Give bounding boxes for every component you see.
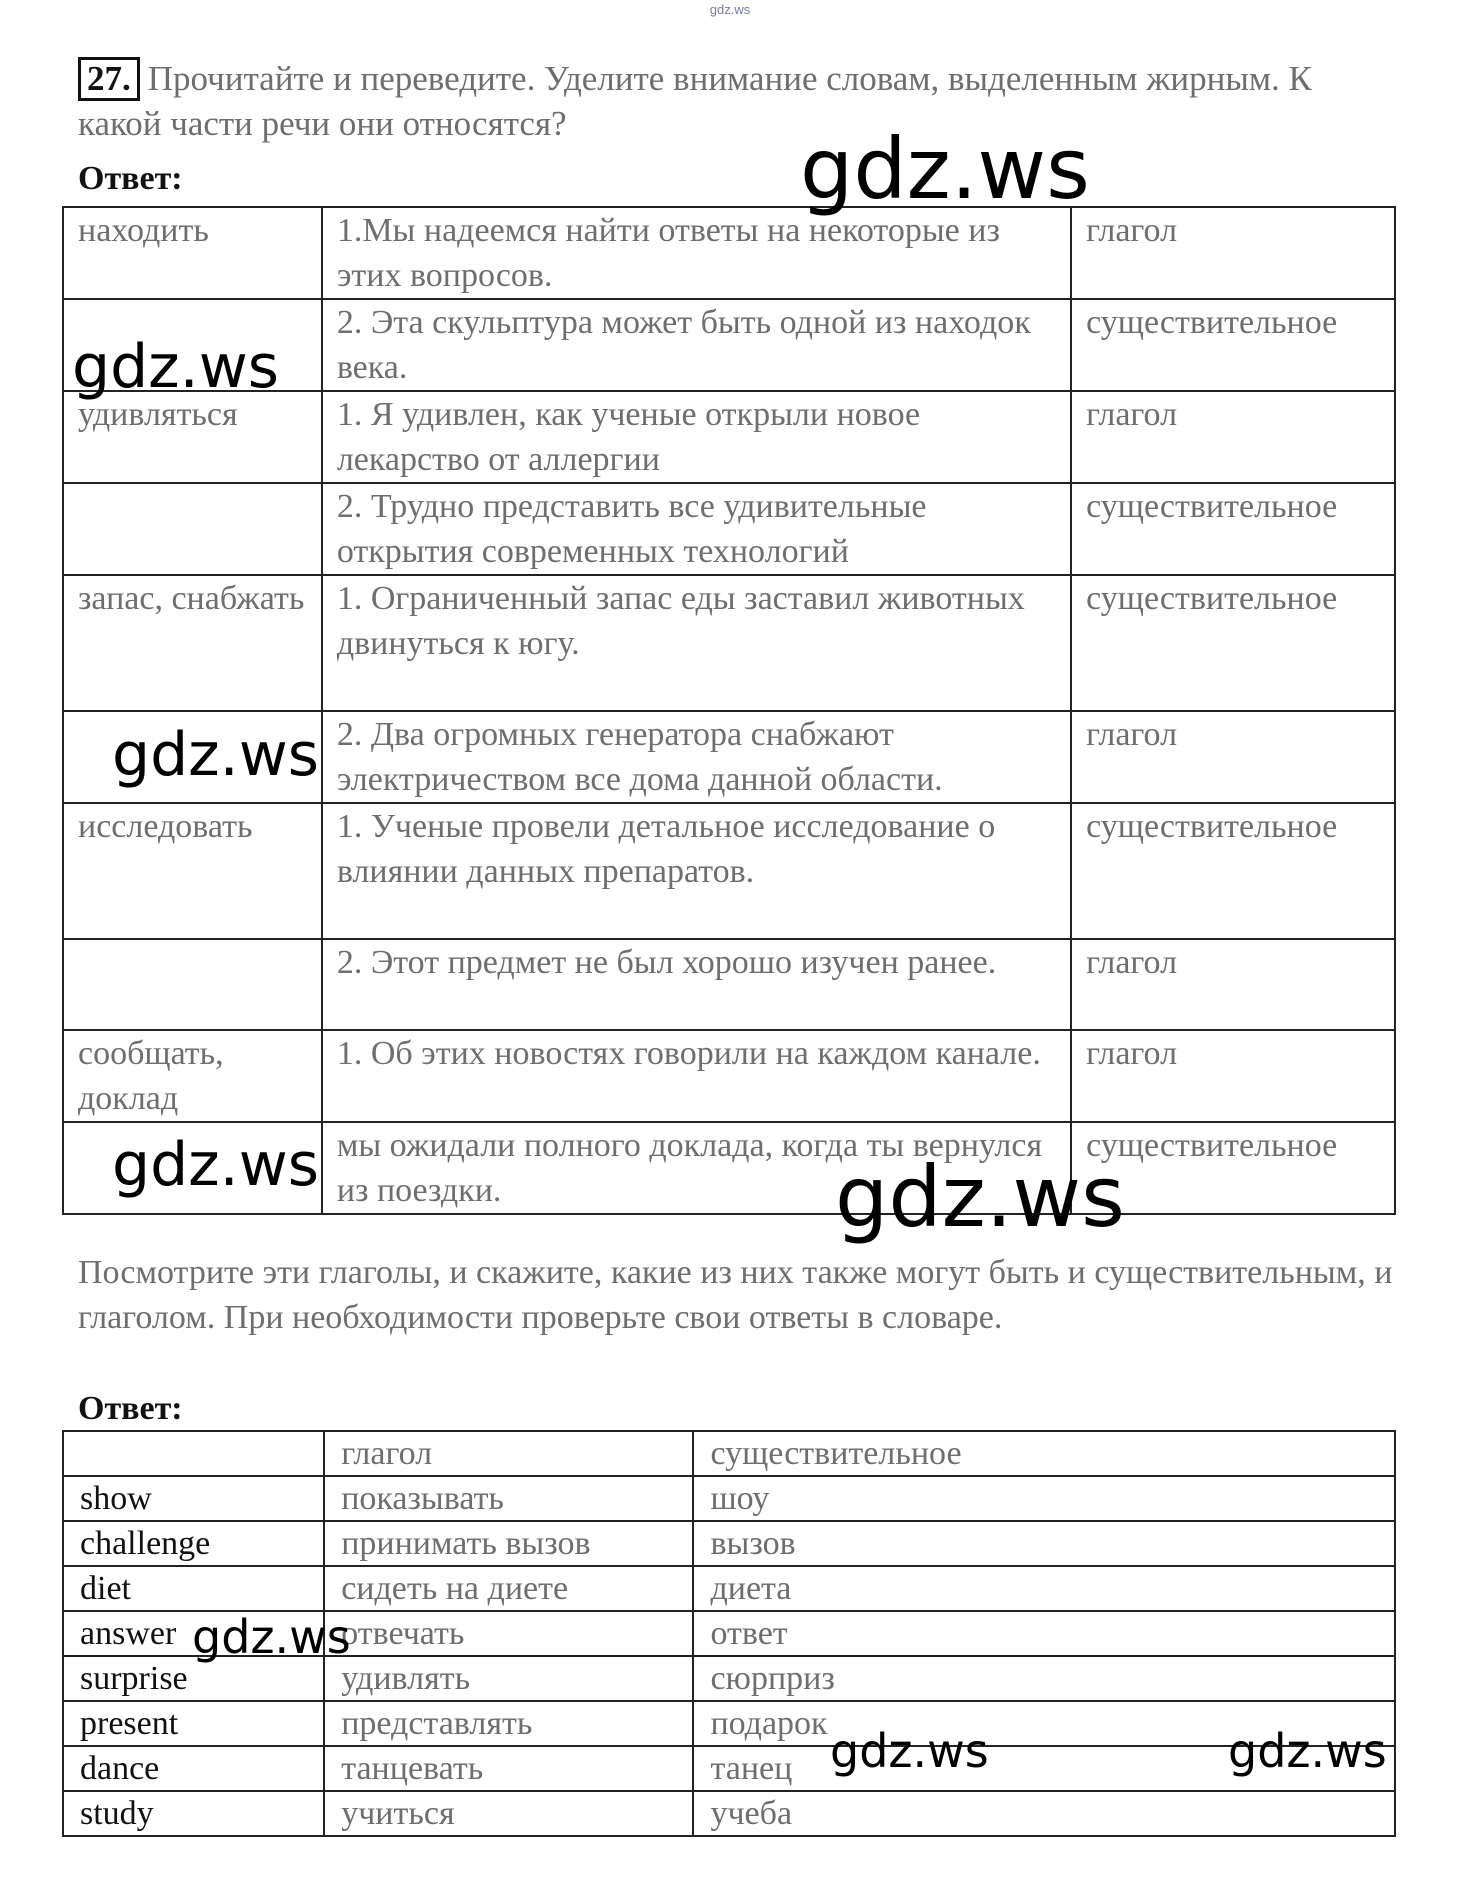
noun-cell: танец — [693, 1746, 1395, 1791]
sentence-cell: 2. Два огромных генератора снабжают электричеством все дома данной области. — [322, 711, 1071, 803]
sentence-cell: мы ожидали полного доклада, когда ты вернулся из поездки. — [322, 1122, 1071, 1214]
site-mark: gdz.ws — [709, 2, 751, 17]
table-row — [63, 1030, 1395, 1122]
answer-label: Ответ: — [78, 160, 183, 197]
word-cell — [63, 483, 322, 575]
table-row — [63, 1791, 1395, 1836]
table-row — [63, 939, 1395, 1030]
verb-cell: принимать вызов — [324, 1521, 693, 1566]
table-row — [63, 207, 1395, 299]
watermark: gdz.ws — [72, 332, 280, 402]
watermark: gdz.ws — [112, 720, 320, 790]
verb-cell: представлять — [324, 1701, 693, 1746]
english-word-cell: show — [63, 1476, 324, 1521]
watermark: gdz.ws — [192, 1610, 351, 1664]
watermark: gdz.ws — [112, 1130, 320, 1200]
english-word-cell: diet — [63, 1566, 324, 1611]
english-word-cell: answer — [63, 1611, 324, 1656]
header-cell — [63, 1431, 324, 1476]
sentence-cell: 2. Трудно представить все удивительные открытия современных технологий — [322, 483, 1071, 575]
verb-cell: сидеть на диете — [324, 1566, 693, 1611]
word-cell: сообщать, доклад — [63, 1030, 322, 1122]
header-cell: существительное — [693, 1431, 1395, 1476]
part-of-speech-cell: существительное — [1071, 299, 1395, 391]
noun-cell: диета — [693, 1566, 1395, 1611]
sentence-cell: 1.Мы надеемся найти ответы на некоторые из этих вопросов. — [322, 207, 1071, 299]
sentence-cell: 2. Этот предмет не был хорошо изучен ранее. — [322, 939, 1071, 1030]
watermark: gdz.ws — [1228, 1724, 1387, 1778]
noun-cell: учеба — [693, 1791, 1395, 1836]
english-word-cell: surprise — [63, 1656, 324, 1701]
noun-cell: сюрприз — [693, 1656, 1395, 1701]
verb-cell: танцевать — [324, 1746, 693, 1791]
table-row — [63, 1566, 1395, 1611]
part-of-speech-cell: существительное — [1071, 1122, 1395, 1214]
part-of-speech-cell: существительное — [1071, 803, 1395, 939]
table-row — [63, 1521, 1395, 1566]
table-row — [63, 1746, 1395, 1791]
verb-cell: показывать — [324, 1476, 693, 1521]
sentence-cell: 1. Об этих новостях говорили на каждом канале. — [322, 1030, 1071, 1122]
table-row — [63, 575, 1395, 711]
part-of-speech-cell: глагол — [1071, 207, 1395, 299]
sentence-cell: 1. Ограниченный запас еды заставил животных двинуться к югу. — [322, 575, 1071, 711]
verb-cell: отвечать — [324, 1611, 693, 1656]
english-word-cell: challenge — [63, 1521, 324, 1566]
english-word-cell: study — [63, 1791, 324, 1836]
table-header-row — [63, 1431, 1395, 1476]
part-of-speech-cell: существительное — [1071, 483, 1395, 575]
table-row — [63, 1701, 1395, 1746]
watermark: gdz.ws — [800, 120, 1090, 218]
sentence-cell: 1. Я удивлен, как ученые открыли новое лекарство от аллергии — [322, 391, 1071, 483]
english-word-cell: present — [63, 1701, 324, 1746]
part-of-speech-cell: глагол — [1071, 1030, 1395, 1122]
watermark: gdz.ws — [830, 1724, 989, 1778]
task-number: 27. — [78, 57, 140, 101]
verb-cell: учиться — [324, 1791, 693, 1836]
part-of-speech-cell: глагол — [1071, 711, 1395, 803]
part-of-speech-cell: глагол — [1071, 939, 1395, 1030]
verb-cell: удивлять — [324, 1656, 693, 1701]
sentence-cell: 1. Ученые провели детальное исследование о влиянии данных препаратов. — [322, 803, 1071, 939]
table-row — [63, 483, 1395, 575]
table-row — [63, 1476, 1395, 1521]
noun-cell: шоу — [693, 1476, 1395, 1521]
word-cell: запас, снабжать — [63, 575, 322, 711]
english-word-cell: dance — [63, 1746, 324, 1791]
table-row — [63, 391, 1395, 483]
answer-label-2: Ответ: — [78, 1390, 183, 1427]
part-of-speech-cell: существительное — [1071, 575, 1395, 711]
word-cell: исследовать — [63, 803, 322, 939]
table-row — [63, 803, 1395, 939]
sentence-cell: 2. Эта скульптура может быть одной из находок века. — [322, 299, 1071, 391]
task-instruction — [78, 56, 1398, 146]
watermark: gdz.ws — [835, 1148, 1125, 1246]
task-text: Прочитайте и переведите. Уделите внимание словам, выделенным жирным. К какой части речи они относятся? — [78, 59, 1312, 143]
word-cell — [63, 939, 322, 1030]
header-cell: глагол — [324, 1431, 693, 1476]
noun-cell: ответ — [693, 1611, 1395, 1656]
noun-cell: подарок — [693, 1701, 1395, 1746]
word-cell: находить — [63, 207, 322, 299]
noun-cell: вызов — [693, 1521, 1395, 1566]
word-cell: удивляться — [63, 391, 322, 483]
part-of-speech-cell: глагол — [1071, 391, 1395, 483]
task-2-instruction: Посмотрите эти глаголы, и скажите, какие из них также могут быть и существительным, и глаголом. При необходимости проверьте свои ответы в словаре. — [78, 1254, 1393, 1336]
